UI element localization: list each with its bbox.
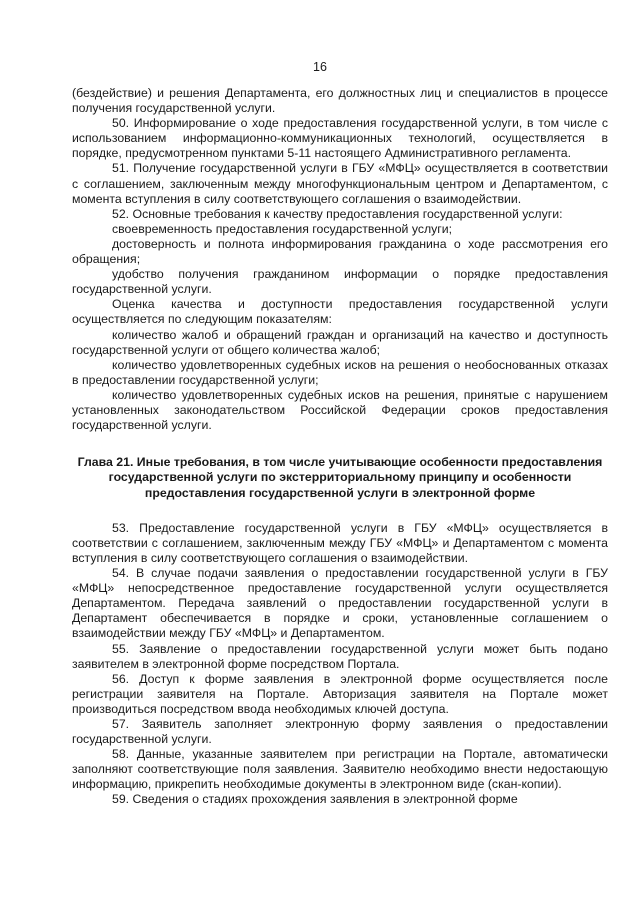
paragraph: 59. Сведения о стадиях прохождения заявления в электронной форме <box>112 792 518 807</box>
paragraph: количество удовлетворенных судебных исков на решения о необоснованных отказах в предоставлении государственной услуги; <box>72 357 608 387</box>
paragraph: 58. Данные, указанные заявителем при регистрации на Портале, автоматически заполняют соответствующие поля заявления. Заявителю необходимо внести недостающую информацию, прикрепить необходимые документы в электронном виде (скан-копии). <box>72 747 608 792</box>
paragraph: достоверность и полнота информирования гражданина о ходе рассмотрения его обращения; <box>72 236 608 267</box>
paragraph: Оценка качества и доступности предоставления государственной услуги осуществляется по следующим показателям: <box>72 297 608 327</box>
paragraph: количество жалоб и обращений граждан и организаций на качество и доступность государственной услуги от общего количества жалоб; <box>72 327 608 357</box>
paragraph: 53. Предоставление государственной услуги в ГБУ «МФЦ» осуществляется в соответствии с соглашением, заключенным между ГБУ «МФЦ» и Департаментом с момента вступления в силу соответствующего соглашения о взаимодействии. <box>72 520 608 565</box>
chapter-title: Глава 21. Иные требования, в том числе учитывающие особенности предоставления государственной услуги по экстерриториальному принципу и особенности предоставления государственной услуги в электронной форме <box>77 455 603 500</box>
paragraph: 52. Основные требования к качеству предоставления государственной услуги: <box>112 206 563 221</box>
paragraph: (бездействие) и решения Департамента, его должностных лиц и специалистов в процессе получения государственной услуги. <box>72 86 608 116</box>
page-number: 16 <box>313 60 327 74</box>
paragraph: 57. Заявитель заполняет электронную форму заявления о предоставлении государственной услуги. <box>72 716 608 747</box>
paragraph: 55. Заявление о предоставлении государственной услуги может быть подано заявителем в электронной форме посредством Портала. <box>72 641 608 671</box>
paragraph: своевременность предоставления государственной услуги; <box>112 221 453 236</box>
paragraph: 54. В случае подачи заявления о предоставлении государственной услуги в ГБУ «МФЦ» непосредственное предоставление государственной услуги осуществляется Департаментом. Передача заявлений о предоставлении государственной услуги в Департамент обеспечивается в порядке и сроки, установленные соглашением о взаимодействии между ГБУ «МФЦ» и Департаментом. <box>72 566 608 641</box>
document-body <box>72 86 608 808</box>
paragraph: количество удовлетворенных судебных исков на решения, принятые с нарушением установленных законодательством Российской Федерации сроков предоставления государственной услуги. <box>72 387 608 433</box>
paragraph: 56. Доступ к форме заявления в электронной форме осуществляется после регистрации заявителя на Портале. Авторизация заявителя на Портале может производиться посредством ввода необходимых ключей доступа. <box>72 671 608 716</box>
paragraph: удобство получения гражданином информации о порядке предоставления государственной услуги. <box>72 267 608 297</box>
paragraph: 51. Получение государственной услуги в ГБУ «МФЦ» осуществляется в соответствии с соглашением, заключенным между многофункциональным центром и Департаментом, с момента вступления в силу соответствующего соглашения о взаимодействии. <box>72 161 608 206</box>
paragraph: 50. Информирование о ходе предоставления государственной услуги, в том числе с использованием информационно-коммуникационных технологий, осуществляется в порядке, предусмотренном пунктами 5-11 настоящего Административного регламента. <box>72 116 608 161</box>
